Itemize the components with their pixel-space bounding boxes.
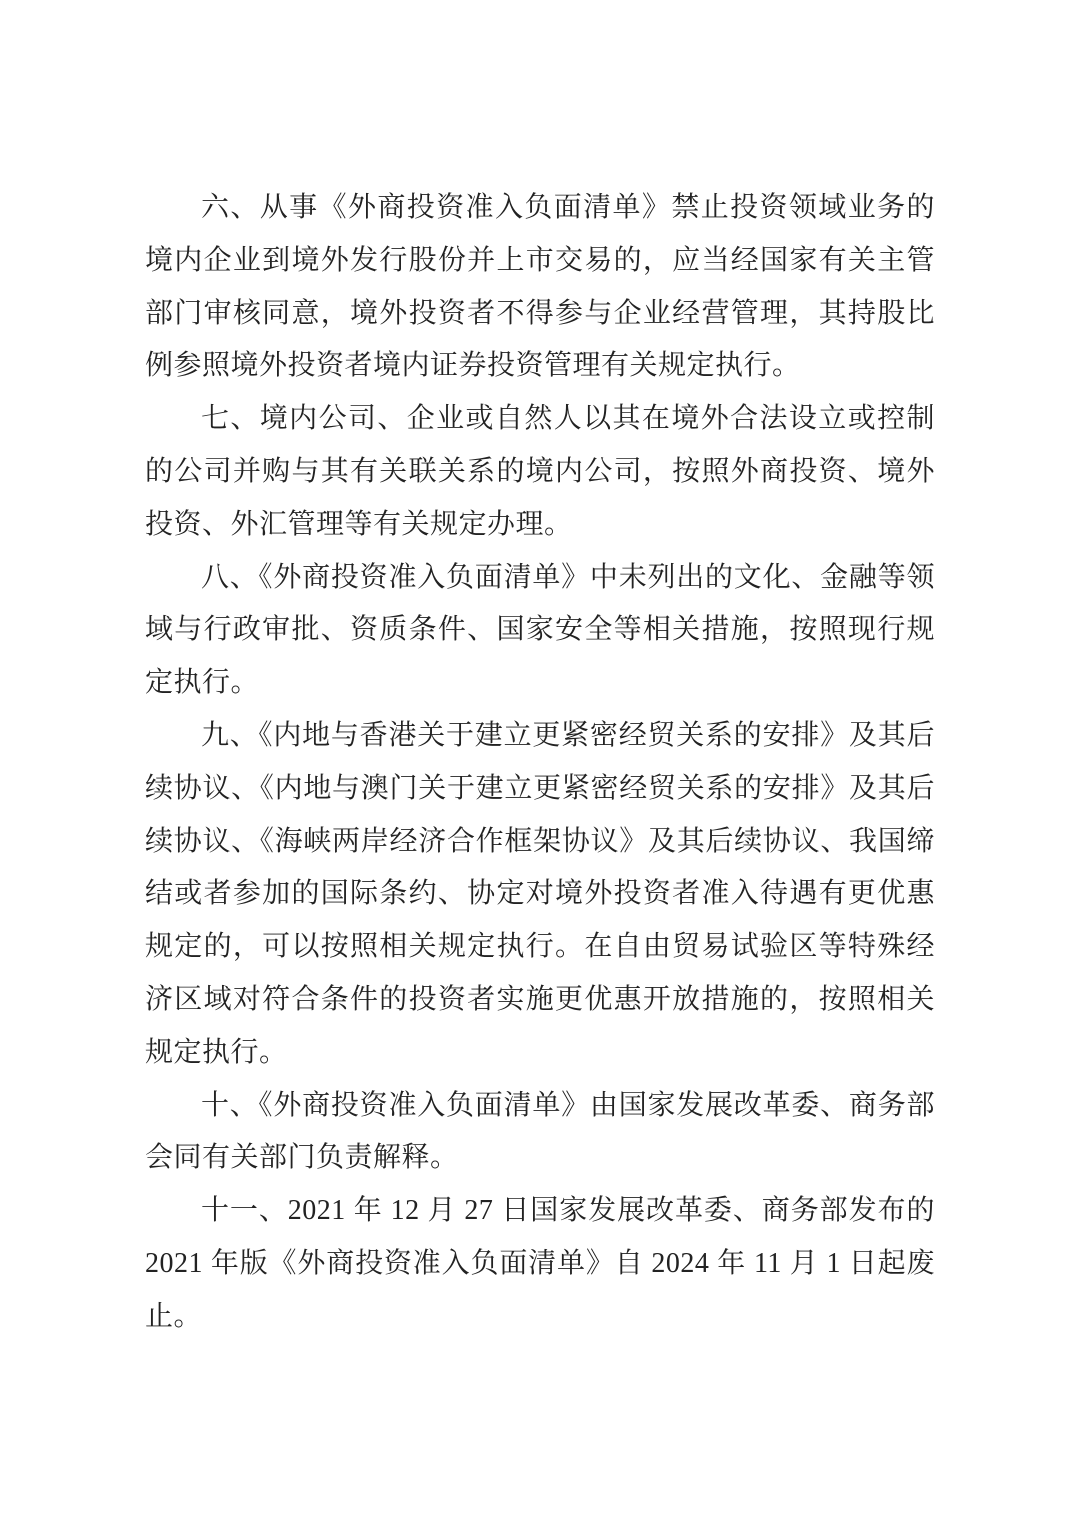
paragraph-ten: 十、《外商投资准入负面清单》由国家发展改革委、商务部会同有关部门负责解释。 bbox=[145, 1089, 935, 1174]
paragraph-nine: 九、《内地与香港关于建立更紧密经贸关系的安排》及其后续协议、《内地与澳门关于建立更紧密经贸关系的安排》及其后续协议、《海峡两岸经济合作框架协议》及其后续协议、我国缔结或者参加的国际条约、协定对境外投资者准入待遇有更优惠规定的，可以按照相关规定执行。在自由贸易试验区等特殊经济区域对符合条件的投资者实施更优惠开放措施的，按照相关规定执行。 bbox=[145, 719, 935, 1068]
paragraph-eight: 八、《外商投资准入负面清单》中未列出的文化、金融等领域与行政审批、资质条件、国家安全等相关措施，按照现行规定执行。 bbox=[145, 561, 935, 699]
paragraph-eleven: 十一、2021 年 12 月 27 日国家发展改革委、商务部发布的 2021 年版《外商投资准入负面清单》自 2024 年 11 月 1 日起废止。 bbox=[145, 1195, 935, 1332]
paragraph-seven: 七、境内公司、企业或自然人以其在境外合法设立或控制的公司并购与其有关联关系的境内公司，按照外商投资、境外投资、外汇管理等有关规定办理。 bbox=[145, 403, 935, 540]
paragraph-six: 六、从事《外商投资准入负面清单》禁止投资领域业务的境内企业到境外发行股份并上市交易的，应当经国家有关主管部门审核同意，境外投资者不得参与企业经营管理，其持股比例参照境外投资者境内证券投资管理有关规定执行。 bbox=[145, 192, 935, 382]
document-body-text bbox=[145, 182, 935, 1344]
